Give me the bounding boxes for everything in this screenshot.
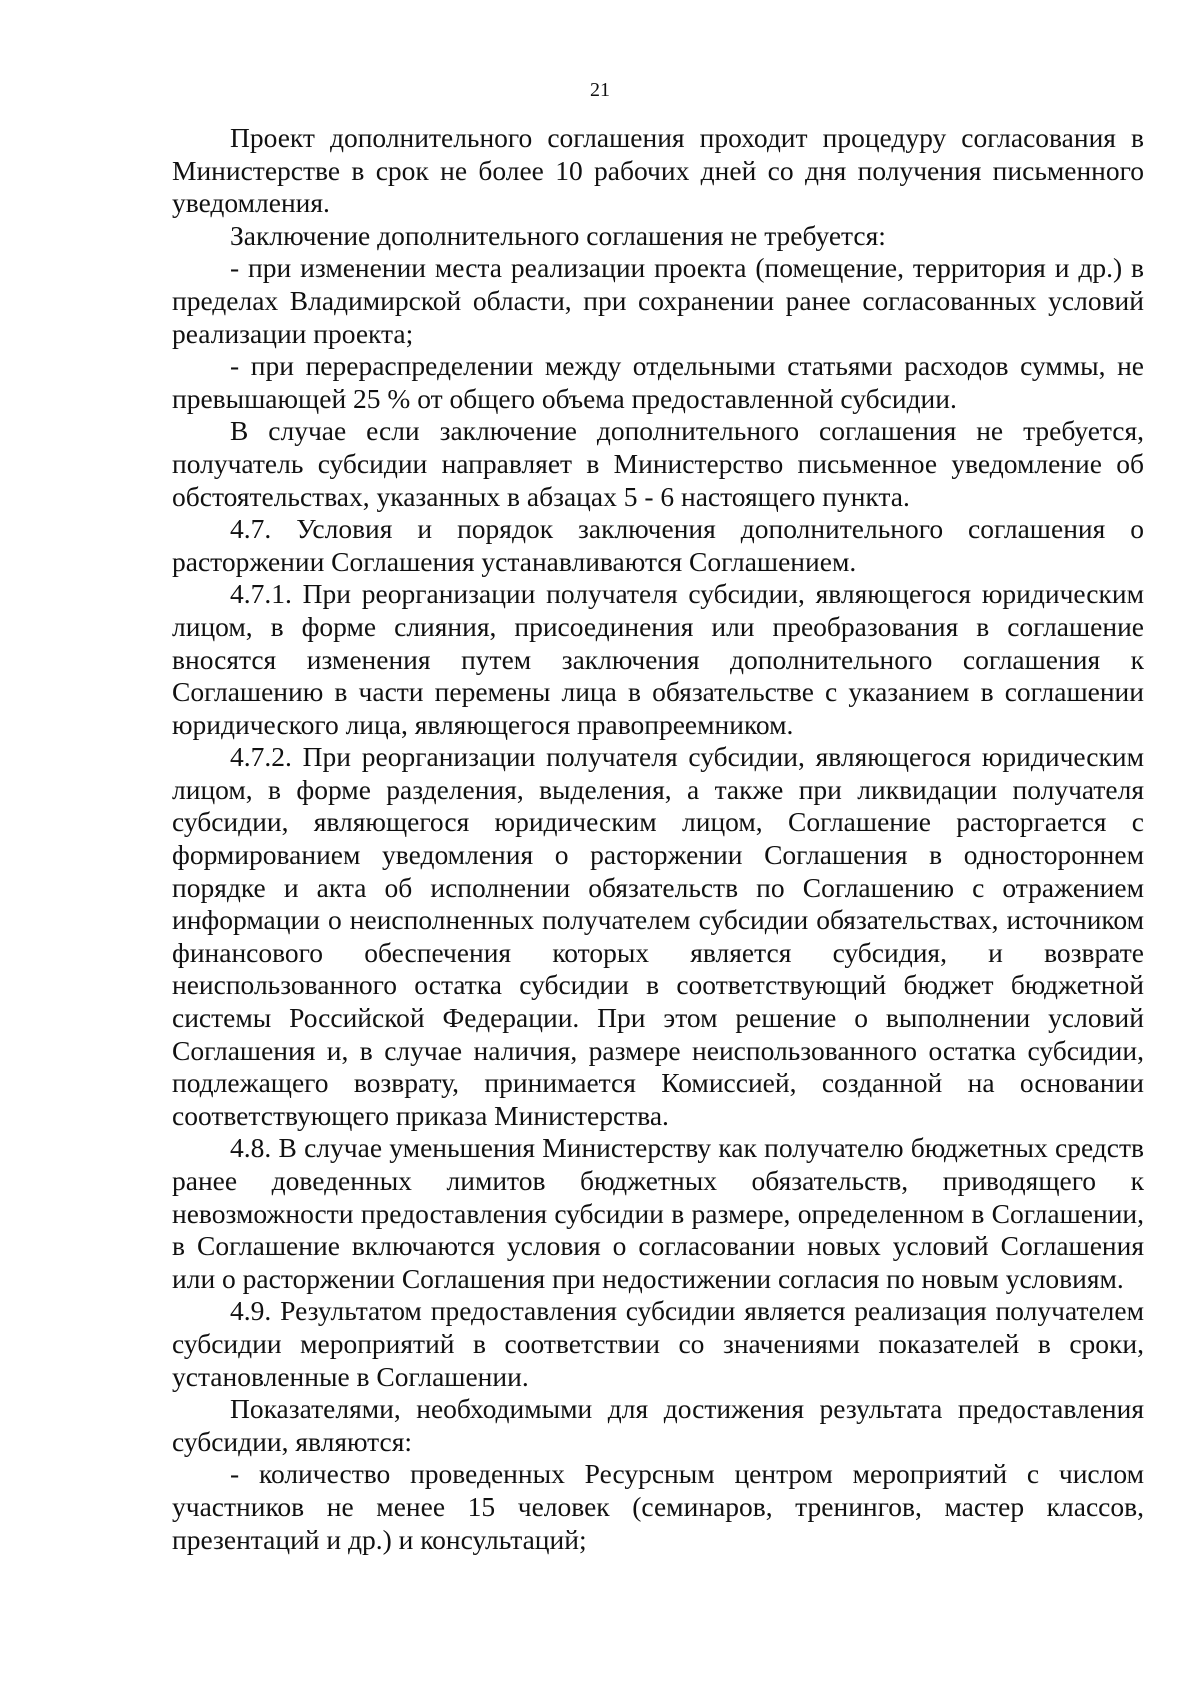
paragraph: В случае если заключение дополнительного соглашения не требуется, получатель субсидии направляет в Министерство письменное уведомление об обстоятельствах, указанных в абзацах 5 - 6 настоящего пункта. (172, 415, 1144, 512)
clause-4-9: 4.9. Результатом предоставления субсидии является реализация получателем субсидии мероприятий в соответствии со значениями показателей в сроки, установленные в Соглашении. (172, 1295, 1144, 1392)
paragraph: Показателями, необходимыми для достижения результата предоставления субсидии, являются: (172, 1393, 1144, 1457)
document-body (172, 122, 1144, 1556)
paragraph: Проект дополнительного соглашения проходит процедуру согласования в Министерстве в срок не более 10 рабочих дней со дня получения письменного уведомления. (172, 122, 1144, 219)
paragraph: Заключение дополнительного соглашения не требуется: (230, 219, 886, 251)
clause-4-7-1: 4.7.1. При реорганизации получателя субсидии, являющегося юридическим лицом, в форме слияния, присоединения или преобразования в соглашение вносятся изменения путем заключения дополнительного соглашения к Соглашению в части перемены лица в обязательстве с указанием в соглашении юридического лица, являющегося правопреемником. (172, 578, 1144, 740)
page-number: 21 (590, 79, 610, 101)
list-item: - при перераспределении между отдельными статьями расходов суммы, не превышающей 25 % от общего объема предоставленной субсидии. (172, 350, 1144, 414)
clause-4-7-2: 4.7.2. При реорганизации получателя субсидии, являющегося юридическим лицом, в форме разделения, выделения, а также при ликвидации получателя субсидии, являющегося юридическим лицом, Соглашение расторгается с формированием уведомления о расторжении Соглашения в одностороннем порядке и акта об исполнении обязательств по Соглашению с отражением информации о неисполненных получателем субсидии обязательствах, источником финансового обеспечения которых является субсидия, и возврате неиспользованного остатка субсидии в соответствующий бюджет бюджетной системы Российской Федерации. При этом решение о выполнении условий Соглашения и, в случае наличия, размере неиспользованного остатка субсидии, подлежащего возврату, принимается Комиссией, созданной на основании соответствующего приказа Министерства. (172, 741, 1144, 1131)
list-item: - при изменении места реализации проекта (помещение, территория и др.) в пределах Владимирской области, при сохранении ранее согласованных условий реализации проекта; (172, 252, 1144, 349)
clause-4-7: 4.7. Условия и порядок заключения дополнительного соглашения о расторжении Соглашения устанавливаются Соглашением. (172, 513, 1144, 577)
clause-4-8: 4.8. В случае уменьшения Министерству как получателю бюджетных средств ранее доведенных лимитов бюджетных обязательств, приводящего к невозможности предоставления субсидии в размере, определенном в Соглашении, в Соглашение включаются условия о согласовании новых условий Соглашения или о расторжении Соглашения при недостижении согласия по новым условиям. (172, 1132, 1144, 1294)
list-item: - количество проведенных Ресурсным центром мероприятий с числом участников не менее 15 человек (семинаров, тренингов, мастер классов, презентаций и др.) и консультаций; (172, 1458, 1144, 1555)
